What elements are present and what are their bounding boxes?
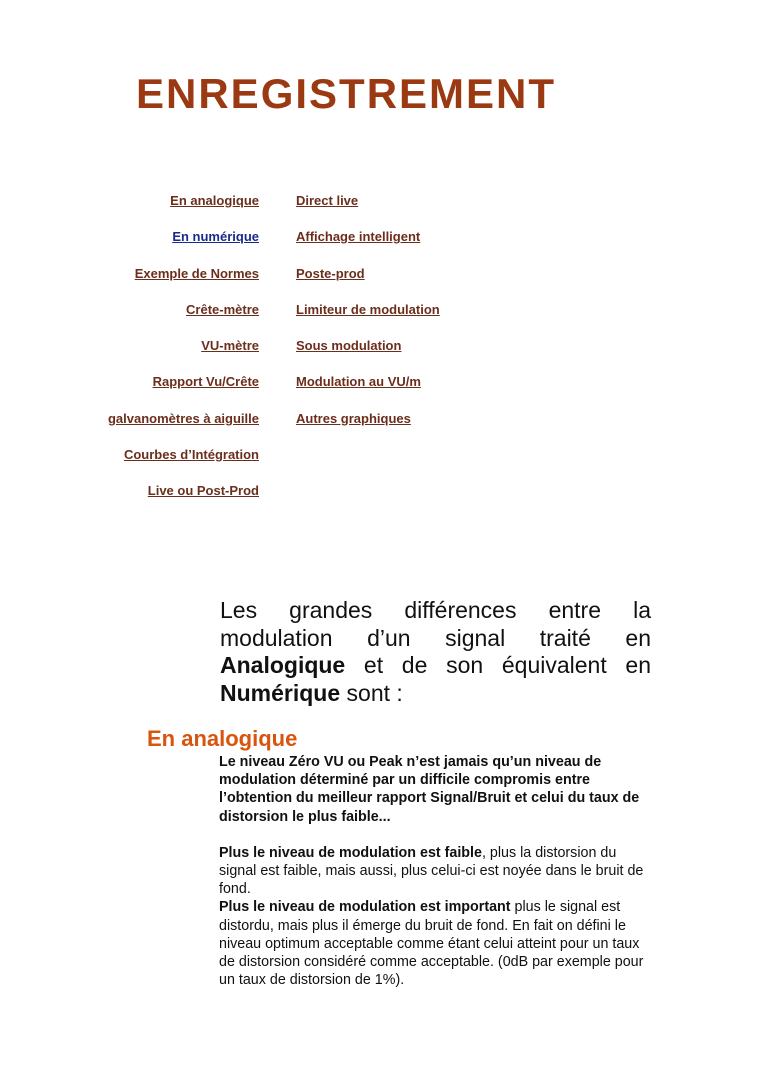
nav-link-rapport-vu-crete[interactable]: Rapport Vu/Crête: [152, 374, 259, 390]
section-heading-analogique: En analogique: [147, 726, 298, 751]
nav-link-direct-live[interactable]: Direct live: [296, 193, 359, 208]
nav-link-en-numerique[interactable]: En numérique: [172, 229, 259, 245]
paragraph-faible-text: , plus la distorsion du signal est faible, mais aussi, plus celui-ci est noyée dans le bruit de fond.: [219, 844, 644, 898]
nav-link-vu-metre[interactable]: VU-mètre: [201, 338, 259, 354]
intro-text-2: et de son équivalent en: [345, 652, 651, 678]
section-body: [219, 753, 653, 989]
nav-link-crete-metre[interactable]: Crête-mètre: [186, 301, 259, 317]
nav-link-autres-graphiques[interactable]: Autres graphiques: [296, 410, 411, 426]
nav-link-live-ou-post-prod[interactable]: Live ou Post-Prod: [147, 483, 259, 499]
paragraph-faible-bold: Plus le niveau de modulation est faible: [219, 844, 482, 861]
nav-link-exemple-de-normes[interactable]: Exemple de Normes: [134, 265, 259, 281]
nav-link-limiteur-de-modulation[interactable]: Limiteur de modulation: [296, 301, 440, 317]
paragraph-faible: [219, 844, 653, 899]
nav-link-poste-prod[interactable]: Poste-prod: [296, 265, 365, 281]
paragraph-important-bold: Plus le niveau de modulation est important: [219, 899, 511, 916]
page-title: ENREGISTREMENT: [136, 70, 557, 117]
nav-link-modulation-au-vu[interactable]: Modulation au VU/m: [296, 374, 421, 390]
intro-numerique: Numérique: [220, 679, 341, 706]
intro-text-3: sont :: [340, 679, 403, 706]
nav-left-column: [108, 193, 259, 520]
paragraph-zero-vu: [219, 753, 653, 826]
intro-analogique: Analogique: [220, 652, 346, 678]
intro-paragraph: [220, 597, 651, 707]
paragraph-important: [219, 898, 653, 989]
nav-link-galvanometres[interactable]: galvanomètres à aiguille: [107, 410, 259, 426]
nav-right-column: [296, 193, 440, 447]
paragraph-important-text: plus le signal est distordu, mais plus il émerge du bruit de fond. En fait on défini le niveau optimum acceptable comme étant celui atteint pour un taux de distorsion considéré comme acceptable. (0dB par exemple pour un taux de distorsion de 1%).: [219, 899, 644, 989]
nav-link-sous-modulation[interactable]: Sous modulation: [296, 338, 402, 354]
intro-text-1: Les grandes différences entre la modulation d’un signal traité en: [220, 597, 651, 651]
nav-link-affichage-intelligent[interactable]: Affichage intelligent: [296, 229, 421, 245]
paragraph-zero-vu-text: Le niveau Zéro VU ou Peak n’est jamais qu’un niveau de modulation déterminé par un difficile compromis entre l’obtention du meilleur rapport Signal/Bruit et celui du taux de distorsion le plus faible...: [219, 754, 640, 825]
nav-link-courbes-integration[interactable]: Courbes d’Intégration: [123, 447, 259, 463]
nav-link-en-analogique[interactable]: En analogique: [170, 193, 259, 208]
